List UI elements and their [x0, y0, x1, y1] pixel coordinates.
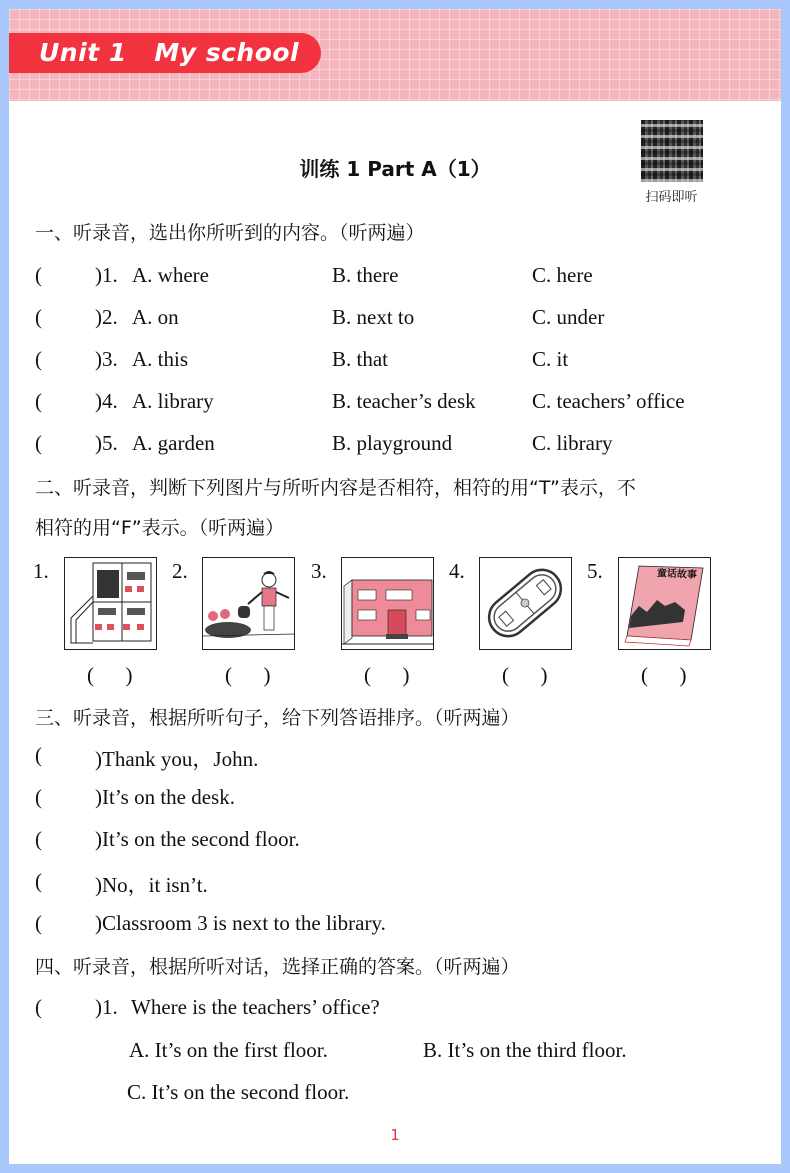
- option-c: C. here: [532, 263, 593, 287]
- lesson-title: 训练 1 Part A（1）: [299, 157, 491, 181]
- option-a: A. this: [132, 347, 189, 371]
- answer-blank[interactable]: ( ): [364, 663, 410, 687]
- option-a: A. library: [132, 389, 214, 413]
- answer-blank[interactable]: ( ): [502, 663, 548, 687]
- s3-row: [35, 743, 259, 771]
- option-a: A. where: [132, 263, 209, 287]
- section4-title: 四、听录音，根据所听对话，选择正确的答案。（听两遍）: [35, 956, 520, 978]
- answer-blank[interactable]: (: [35, 431, 42, 455]
- s3-row: [35, 785, 235, 810]
- question-number: )2.: [95, 305, 118, 329]
- question-number: )1.: [95, 263, 118, 287]
- option-b: B. that: [332, 347, 388, 371]
- answer-blank[interactable]: (: [35, 827, 42, 851]
- question-number: )5.: [95, 431, 118, 455]
- question-number: )4.: [95, 389, 118, 413]
- answer-blank[interactable]: ( ): [641, 663, 687, 687]
- picture-number: 5.: [587, 559, 603, 583]
- school-building-icon: [342, 558, 433, 649]
- s3-row: [35, 911, 386, 936]
- picture-classroom-floorplan: [64, 557, 157, 650]
- option-b: B. there: [332, 263, 399, 287]
- option-c: C. it: [532, 347, 569, 371]
- answer-blank[interactable]: (: [35, 263, 42, 287]
- book-title: 童话故事: [656, 567, 698, 582]
- response-text: )It’s on the desk.: [95, 785, 235, 809]
- option-c: C. under: [532, 305, 605, 329]
- qr-label: 扫码即听: [645, 190, 698, 205]
- answer-blank[interactable]: (: [35, 347, 42, 371]
- answer-blank[interactable]: (: [35, 911, 42, 935]
- section2-title-line1: 二、听录音，判断下列图片与所听内容是否相符，相符的用“T”表示，不: [35, 477, 636, 499]
- picture-number: 4.: [449, 559, 465, 583]
- classroom-floorplan-icon: [65, 558, 156, 649]
- unit-title: Unit 1 My school: [39, 38, 300, 67]
- picture-school-building: [341, 557, 434, 650]
- answer-blank[interactable]: (: [35, 995, 42, 1019]
- answer-blank[interactable]: (: [35, 389, 42, 413]
- response-text: )Thank you，John.: [95, 747, 259, 771]
- answer-blank[interactable]: (: [35, 869, 42, 893]
- answer-blank[interactable]: (: [35, 305, 42, 329]
- picture-playground-track: [479, 557, 572, 650]
- option-a: A. It’s on the first floor.: [129, 1038, 328, 1062]
- section2-title-line2: 相符的用“F”表示。（听两遍）: [35, 517, 285, 539]
- option-a: A. garden: [132, 431, 215, 455]
- option-c: C. library: [532, 431, 613, 455]
- option-b: B. teacher’s desk: [332, 389, 476, 413]
- playground-track-icon: [480, 558, 571, 649]
- question-number: )3.: [95, 347, 118, 371]
- page-number: 1: [390, 1126, 400, 1144]
- response-text: )It’s on the second floor.: [95, 827, 300, 851]
- option-a: A. on: [132, 305, 179, 329]
- answer-blank[interactable]: ( ): [87, 663, 133, 687]
- option-c: C. teachers’ office: [532, 389, 685, 413]
- response-text: )Classroom 3 is next to the library.: [95, 911, 386, 935]
- response-text: )No，it isn’t.: [95, 873, 208, 897]
- worksheet-page: [9, 9, 781, 1164]
- question-text: Where is the teachers’ office?: [131, 995, 380, 1019]
- picture-boy-watering-flowers: [202, 557, 295, 650]
- s3-row: [35, 869, 208, 897]
- s3-row: [35, 827, 300, 852]
- question-number: )1.: [95, 995, 118, 1019]
- picture-number: 1.: [33, 559, 49, 583]
- answer-blank[interactable]: ( ): [225, 663, 271, 687]
- section1-title: 一、听录音，选出你所听到的内容。（听两遍）: [35, 222, 425, 244]
- answer-blank[interactable]: (: [35, 743, 42, 767]
- picture-number: 3.: [311, 559, 327, 583]
- option-b: B. It’s on the third floor.: [423, 1038, 627, 1062]
- option-b: B. next to: [332, 305, 415, 329]
- answer-blank[interactable]: (: [35, 785, 42, 809]
- option-c: C. It’s on the second floor.: [127, 1080, 350, 1104]
- picture-number: 2.: [172, 559, 188, 583]
- option-b: B. playground: [332, 431, 453, 455]
- section3-title: 三、听录音，根据所听句子，给下列答语排序。（听两遍）: [35, 707, 520, 729]
- boy-watering-icon: [203, 558, 294, 649]
